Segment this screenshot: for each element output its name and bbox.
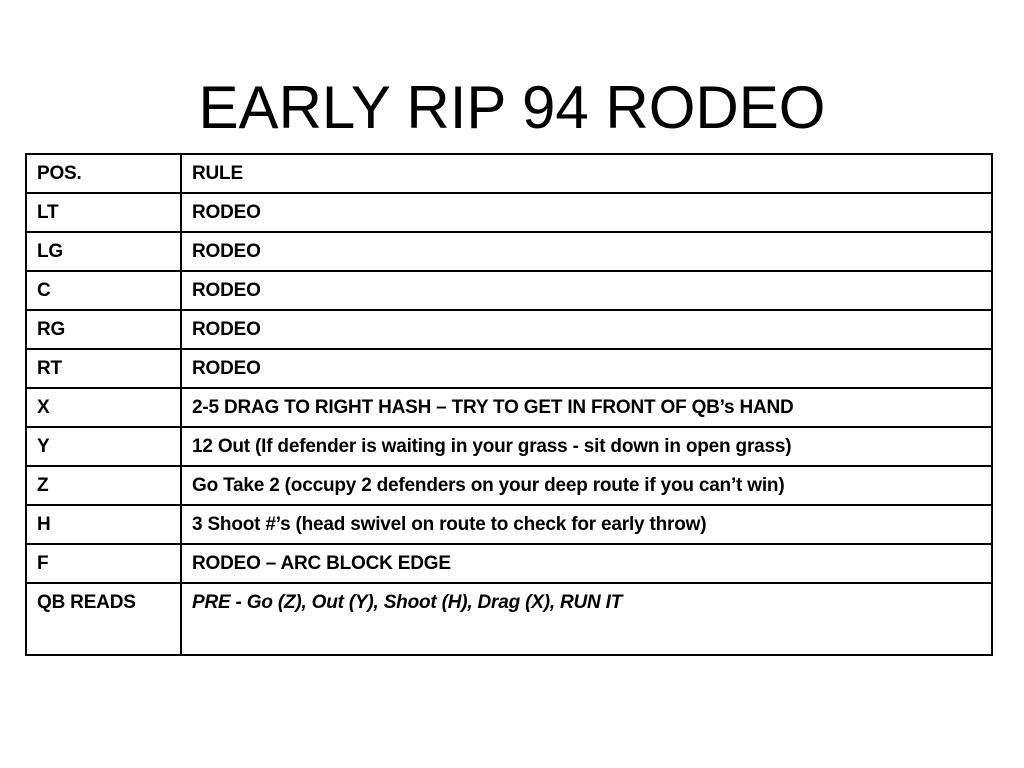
table-row	[26, 505, 992, 544]
table-row	[26, 466, 992, 505]
qb-reads-progression: PRE - Go (Z), Out (Y), Shoot (H), Drag (X), RUN IT	[181, 583, 992, 655]
table-row	[26, 544, 992, 583]
pos-cell: LG	[26, 232, 181, 271]
pos-cell: F	[26, 544, 181, 583]
pos-cell: Y	[26, 427, 181, 466]
rule-cell: 2-5 DRAG TO RIGHT HASH – TRY TO GET IN FRONT OF QB’s HAND	[181, 388, 992, 427]
rule-cell: RODEO	[181, 310, 992, 349]
pos-cell: C	[26, 271, 181, 310]
pos-cell: H	[26, 505, 181, 544]
rule-cell: RODEO	[181, 232, 992, 271]
header-pos: POS.	[26, 154, 181, 193]
table-row	[26, 232, 992, 271]
rule-cell: 12 Out (If defender is waiting in your grass - sit down in open grass)	[181, 427, 992, 466]
table-header-row	[26, 154, 992, 193]
rule-cell: RODEO	[181, 193, 992, 232]
table-row	[26, 193, 992, 232]
pos-cell: LT	[26, 193, 181, 232]
qb-reads-row	[26, 583, 992, 655]
slide-title: EARLY RIP 94 RODEO	[198, 74, 826, 141]
play-rules-table	[25, 153, 993, 656]
rule-cell: RODEO	[181, 271, 992, 310]
table-row	[26, 349, 992, 388]
pos-cell: RT	[26, 349, 181, 388]
header-rule: RULE	[181, 154, 992, 193]
table-row	[26, 310, 992, 349]
table-row	[26, 271, 992, 310]
pos-cell: RG	[26, 310, 181, 349]
rule-cell: Go Take 2 (occupy 2 defenders on your deep route if you can’t win)	[181, 466, 992, 505]
table-row	[26, 388, 992, 427]
table-row	[26, 427, 992, 466]
pos-cell: X	[26, 388, 181, 427]
qb-reads-label: QB READS	[26, 583, 181, 655]
rule-cell: RODEO	[181, 349, 992, 388]
rule-cell: 3 Shoot #’s (head swivel on route to check for early throw)	[181, 505, 992, 544]
rule-cell: RODEO – ARC BLOCK EDGE	[181, 544, 992, 583]
pos-cell: Z	[26, 466, 181, 505]
